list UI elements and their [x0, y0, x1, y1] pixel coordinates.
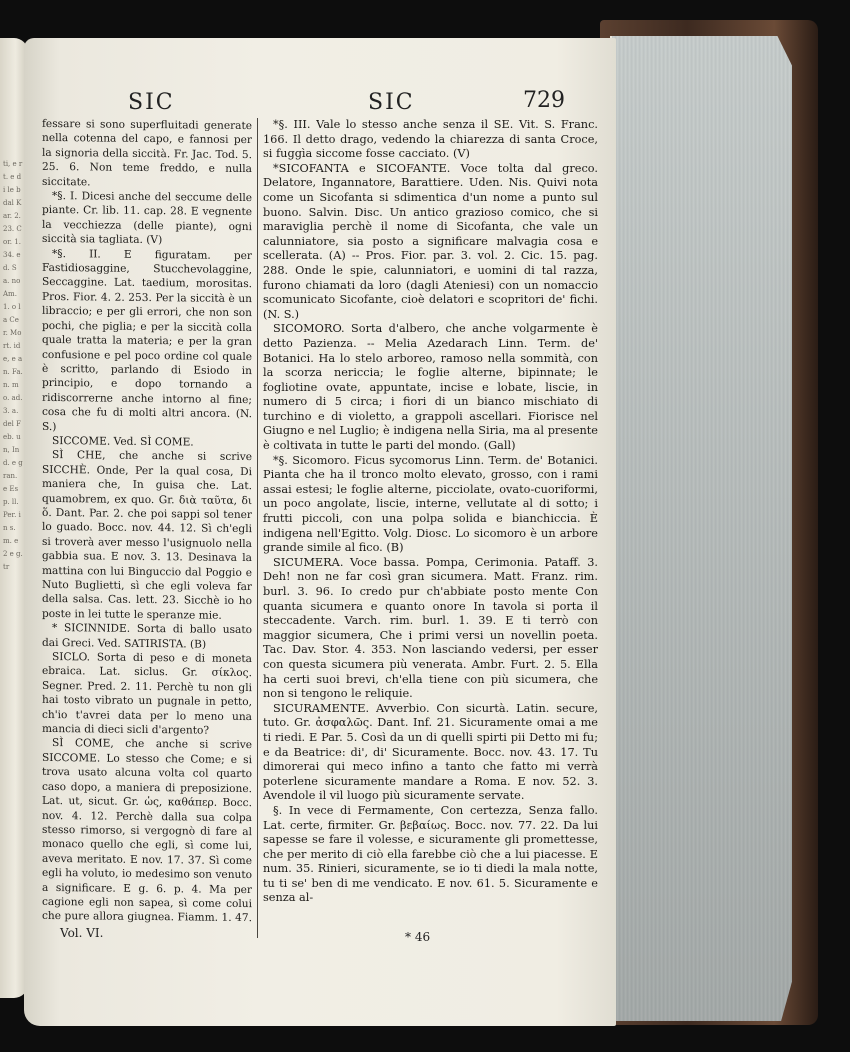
left-page-edge-text: ti, e rt. e di le b dal Kar. 2. 23. Cor. 1. 34. e d. Sa. no Am. 1. o la Cer. Mort. ide, e an. Fa. n. mo. ad. 3. a. del Feb. un, Ind. e gran. e Esp. ll. Per. in s. m. e 2 e g. tr — [3, 160, 23, 571]
entry-paragraph: SÌ COME, che anche si scrive SICCOME. Lo stesso che Come; e si trova usato alcuna volta col quarto caso dopo, a maniera di preposizione. Lat. ut, sicut. Gr. ὡς, καθάπερ. Bocc. nov. 4. 12. Perchè dalla sua colpa stesso rimorso, si vergognò di fare al monaco quello che egli, sì come lui, aveva meritato. E nov. 17. 37. Sì come egli ha voluto, io medesimo son venuto a significare. E g. 6. p. 4. Ma per cagione egli non sapea, sì come colui che pure allora giugnea. Fiamm. 1. 47. — [42, 737, 252, 925]
running-headword-left: SIC — [128, 90, 175, 115]
page-block-edges — [610, 36, 792, 1021]
volume-label: Vol. VI. — [60, 926, 104, 940]
column-divider — [257, 118, 258, 938]
entry-paragraph: SICLO. Sorta di peso e di moneta ebraica. Lat. siclus. Gr. σίκλος. Segner. Pred. 2. 11. Perchè tu non gli hai tosto vibrato un pugnale in petto, ch'io t'avrei data per lo meno una mancia di dieci sicli d'argento? — [42, 651, 252, 737]
entry-paragraph: *§. Sicomoro. Ficus sycomorus Linn. Term. de' Botanici. Pianta che ha il tronco molto elevato, grosso, con i rami assai estesi; le foglie alterne, picciolate, ovato-cuoriformi, un poco angolate, liscie, interne, vellutate al di sotto; i frutti piccoli, con una polpa solida e bianchiccia. È indigena nell'Egitto. Volg. Diosc. Lo sicomoro è un arbore grande simile al fico. (B) — [263, 453, 598, 555]
entry-paragraph: fessare si sono superfluitadi generate nella cotenna del capo, e fannosi per la signoria della siccità. Fr. Jac. Tod. 5. 25. 6. Non teme freddo, e nulla siccitate. — [42, 117, 252, 189]
left-column — [42, 117, 252, 925]
entry-paragraph: §. In vece di Fermamente, Con certezza, Senza fallo. Lat. certe, firmiter. Gr. βεβαίως. Bocc. nov. 77. 22. Da lui sapesse se fare il volesse, e sicuramente gli promettesse, che per merito di ciò ella farebbe ciò che a lui piacesse. E num. 35. Rinieri, sicuramente, se io ti diedi la mala notte, tu ti se' ben di me vendicato. E nov. 61. 5. Sicuramente e senza al- — [263, 803, 598, 905]
entry-paragraph: SÌ CHE, che anche si scrive SICCHÈ. Onde, Per la qual cosa, Di maniera che, In guisa che. Lat. quamobrem, ex quo. Gr. διὰ ταῦτα, δι ὅ. Dant. Par. 2. che poi sappi sol tener lo guado. Bocc. nov. 44. 12. Sì ch'egli si troverà aver messo l'usignuolo nella gabbia sua. E nov. 3. 13. Desinava la mattina con lui Binguccio dal Poggio e Nuto Buglietti, sì che egli voleva far della salsa. Cas. lett. 23. Sicchè io ho poste in lei tutte le speranze mie. — [42, 449, 252, 622]
signature-mark: * 46 — [405, 930, 431, 944]
right-column — [263, 118, 598, 938]
entry-paragraph: *§. III. Vale lo stesso anche senza il SE. Vit. S. Franc. 166. Il detto drago, vedendo la chiarezza di santa Croce, si fuggìa siccome fosse cacciato. (V) — [263, 118, 598, 161]
entry-paragraph: * SICINNIDE. Sorta di ballo usato dai Greci. Ved. SATIRISTA. (B) — [42, 622, 252, 651]
entry-paragraph: *§. I. Dicesi anche del seccume delle piante. Cr. lib. 11. cap. 28. E vegnente la vecchiezza (delle piante), ogni siccità sia tagliata. (V) — [42, 190, 252, 247]
entry-paragraph: SICOMORO. Sorta d'albero, che anche volgarmente è detto Pazienza. -- Melia Azedarach Linn. Term. de' Botanici. Ha lo stelo arboreo, ramoso nella sommità, con la scorza nericcia; le foglie alterne, bipinnate; le fogliotine ovate, appuntate, incise e lobate, liscie, in numero di 5 circa; i fiori di un bianco mischiato di turchino e di violetto, a grappoli ascellari. Fiorisce nel Giugno e nel Luglio; è indigena nella Siria, ma al presente è coltivata in tutte le parti del mondo. (Gall) — [263, 322, 598, 453]
page-number: 729 — [523, 88, 565, 113]
entry-paragraph: *§. II. E figuratam. per Fastidiosaggine, Stucchevolaggine, Seccaggine. Lat. taedium, morositas. Pros. Fior. 4. 2. 253. Per la siccità è un libraccio; e per gli errori, che non son pochi, che piglia; e per la siccità colla quale tratta la materia; e per la gran confusione e pel poco ordine col quale è scritto, parlando di Esiodo in principio, e dopo tornando a ridiscorrerne anche intorno al fine; cosa che fu di molti altri ancora. (N. S.) — [42, 247, 252, 433]
entry-paragraph: SICURAMENTE. Avverbio. Con sicurtà. Latin. secure, tuto. Gr. ἀσφαλῶς. Dant. Inf. 21. Sicuramente omai a me ti riedi. E Par. 5. Così da un di quelli spirti pii Detto mi fu; e da Beatrice: di', di' Sicuramente. Bocc. nov. 43. 17. Tu dimorerai qui meco infino a tanto che fatto mi verrà poterlene sicuramente mandare a Roma. E nov. 52. 3. Avendole il vil luogo più sicuramente servate. — [263, 701, 598, 803]
entry-paragraph: *SICOFANTA e SICOFANTE. Voce tolta dal greco. Delatore, Ingannatore, Barattiere. Uden. Nis. Quivi nota come un Sicofanta si sdimentica d'un nome a punto sul buono. Salvin. Disc. Un antico grazioso comico, che si maraviglia perchè il nome di Sicofanta, che vale un calunniatore, sia posto a significare malvagia cosa e scellerata. (A) -- Pros. Fior. par. 3. vol. 2. Cic. 15. pag. 288. Onde le spie, calunniatori, e uomini di tal razza, furono chiamati da loro (dagli Ateniesi) con un nomaccio scomunicato Sicofante, cioè delatori e scopritori de' fichi. (N. S.) — [263, 161, 598, 321]
running-headword-right: SIC — [368, 90, 415, 115]
entry-paragraph: SICUMERA. Voce bassa. Pompa, Cerimonia. Pataff. 3. Deh! non ne far così gran sicumera. Matt. Franz. rim. burl. 3. 96. Io credo pur ch'abbiate posto mente Con quanta sicumera e quanto onore In tavola si porta il steccadente. Varch. rim. burl. 1. 39. E ti terrò con maggior sicumera, Che i primi versi un novellin poeta. Tac. Dav. Stor. 4. 353. Non lasciando vedersi, per esser con questa sicumera più venerata. Ambr. Furt. 2. 5. Ella ha certi suoi brevi, ch'ella tiene con più sicumera, che non si tengono le reliquie. — [263, 555, 598, 701]
entry-paragraph: SICCOME. Ved. SÌ COME. — [52, 434, 194, 449]
